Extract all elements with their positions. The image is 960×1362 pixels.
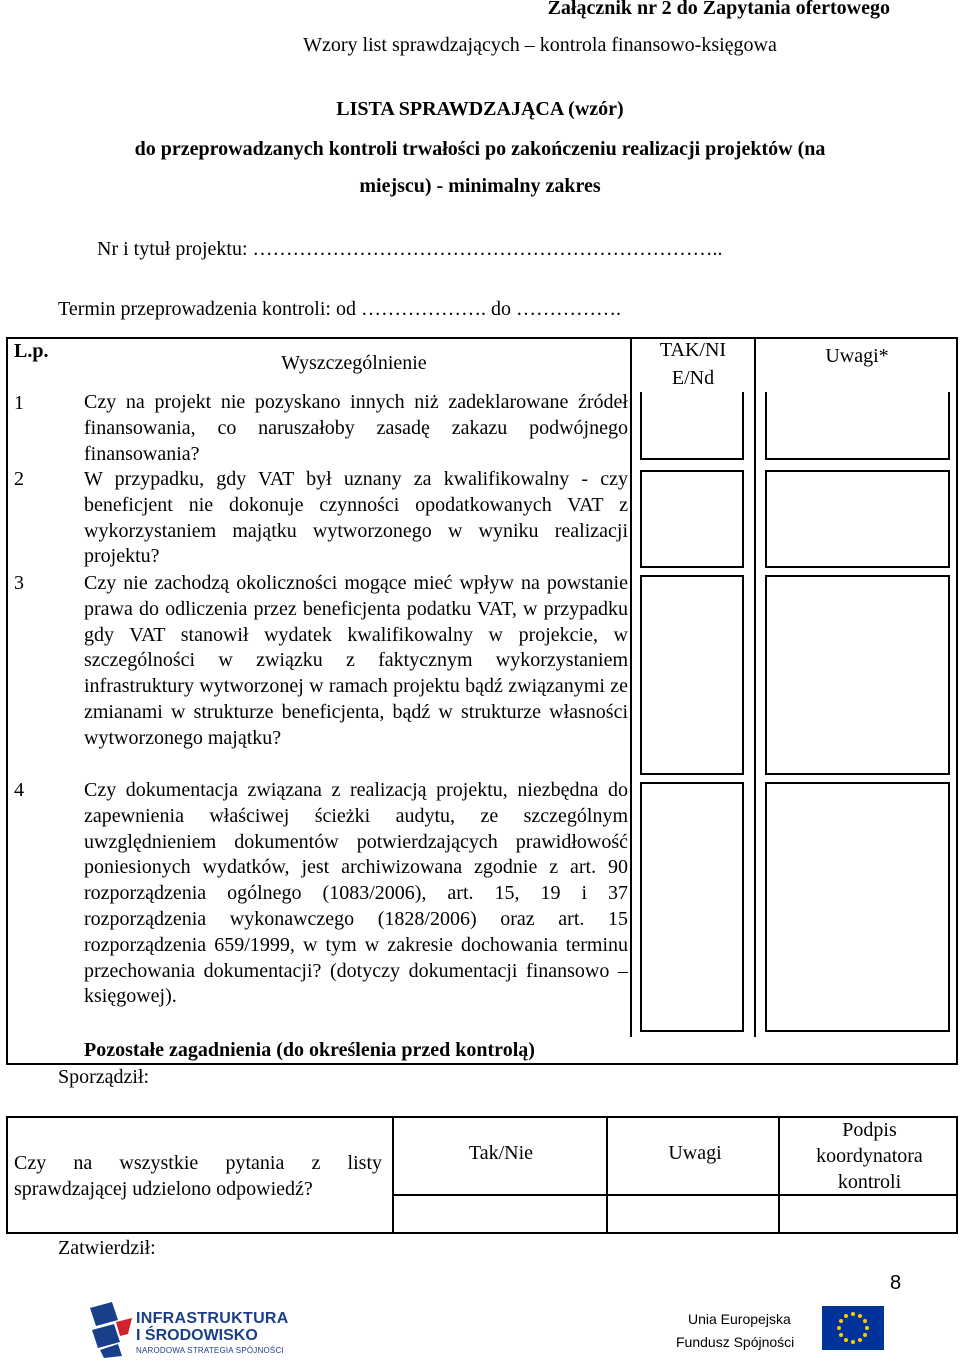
header-uwagi: Uwagi*	[825, 345, 889, 367]
header-tak-nie-line2: E/Nd	[671, 367, 715, 389]
row-question: Czy nie zachodzą okoliczności mogące mieć wpływ na powstanie prawa do odliczenia przez beneficjenta podatku VAT, w przypadku gdy VAT stanowił wydatek kwalifikowalny w projekcie, w szczególności w związku z faktycznym wykorzystaniem infrastruktury wytworzonej w ramach projektu bądź związanymi ze zmianami w strukturze beneficjenta, bądź w strukturze własności wytworzonego majątku?	[84, 572, 628, 749]
summary-question: Czy na wszystkie pytania z listy sprawdzającej udzielono odpowiedź?	[14, 1152, 382, 1200]
logo-text-srodowisko: I ŚRODOWISKO	[136, 1327, 258, 1344]
row-number: 4	[14, 779, 24, 801]
header-lp: L.p.	[14, 340, 49, 362]
row-question: Czy dokumentacja związana z realizacją projektu, niezbędna do zapewnienia właściwej ścieżki audytu, ze szczególnym uwzględnieniem dokumentów potwierdzających prawidłowość poniesionych wydatków, jest archiwizowana zgodnie z art. 90 rozporządzenia ogólnego (1083/2006), art. 15, 19 i 37 rozporządzenia wykonawczego (1828/2006) oraz art. 15 rozporządzenia 659/1999, w tym w zakresie dochowania terminu przechowania dokumentacji? (dotyczy dokumentacji finansowo – księgowej).	[84, 779, 628, 1008]
remarks-cell-3[interactable]	[765, 575, 950, 775]
term-field: Termin przeprowadzenia kontroli: od ………………. do …………….	[58, 298, 621, 320]
logo-text-strategy: NARODOWA STRATEGIA SPÓJNOŚCI	[136, 1346, 284, 1355]
other-issues-row: Pozostałe zagadnienia (do określenia przed kontrolą)	[84, 1039, 535, 1061]
answer-cell-2[interactable]	[640, 470, 744, 568]
logo-text-infrastruktura: INFRASTRUKTURA	[136, 1310, 289, 1327]
checklist-subtitle-line1: do przeprowadzanych kontroli trwałości po zakończeniu realizacji projektów (na	[134, 138, 826, 160]
approved-by-label: Zatwierdził:	[58, 1237, 156, 1259]
summary-uwagi: Uwagi	[668, 1142, 722, 1164]
answer-cell-4[interactable]	[640, 782, 744, 1032]
row-number: 3	[14, 572, 24, 594]
remarks-cell-4[interactable]	[765, 782, 950, 1032]
summary-divider-2	[606, 1116, 608, 1234]
infrastructure-logo-icon	[88, 1300, 134, 1358]
table-border-bottom	[6, 1063, 958, 1065]
signature-line1: Podpis	[842, 1119, 897, 1141]
answer-cell-1[interactable]	[640, 392, 744, 460]
signature-line3: kontroli	[837, 1171, 902, 1193]
summary-divider-1	[392, 1116, 394, 1234]
summary-tak-nie: Tak/Nie	[468, 1142, 534, 1164]
summary-signature-header	[782, 1117, 957, 1195]
prepared-by-label: Sporządził:	[58, 1066, 150, 1088]
signature-line2: koordynatora	[816, 1145, 923, 1167]
table-border-left	[6, 337, 8, 1065]
cohesion-fund-label: Fundusz Spójności	[676, 1334, 795, 1350]
header-tak-nie-line1: TAK/NI	[659, 339, 727, 361]
table-border-top	[6, 337, 958, 339]
summary-divider-3	[778, 1116, 780, 1234]
project-field: Nr i tytuł projektu: ……………………………………………………………..	[97, 238, 723, 260]
row-question: W przypadku, gdy VAT był uznany za kwalifikowalny - czy beneficjent nie dokonuje czynności opodatkowanych VAT z wykorzystaniem majątku wytworzonego w wyniku realizacji projektu?	[84, 468, 628, 568]
remarks-cell-2[interactable]	[765, 470, 950, 568]
table-divider-1	[630, 337, 632, 1037]
remarks-cell-1[interactable]	[765, 392, 950, 460]
row-question: Czy na projekt nie pozyskano innych niż zadeklarowane źródeł finansowania, co naruszałoby zasadę zakazu podwójnego finansowania?	[84, 391, 628, 465]
annex-title: Załącznik nr 2 do Zapytania ofertowego	[547, 0, 890, 19]
header-wyszczegolnienie: Wyszczególnienie	[281, 352, 427, 374]
checklist-title: LISTA SPRAWDZAJĄCA (wzór)	[336, 98, 624, 120]
eu-label: Unia Europejska	[688, 1311, 791, 1327]
table-border-right	[956, 337, 958, 1065]
eu-flag-icon	[822, 1306, 884, 1350]
table-divider-2	[754, 337, 756, 1037]
document-subtitle: Wzory list sprawdzających – kontrola finansowo-księgowa	[303, 34, 777, 56]
row-number: 1	[14, 392, 24, 414]
page-number: 8	[890, 1272, 902, 1294]
header-tak-nie	[632, 336, 754, 392]
checklist-subtitle-line2: miejscu) - minimalny zakres	[359, 175, 601, 197]
answer-cell-3[interactable]	[640, 575, 744, 775]
row-number: 2	[14, 468, 24, 490]
